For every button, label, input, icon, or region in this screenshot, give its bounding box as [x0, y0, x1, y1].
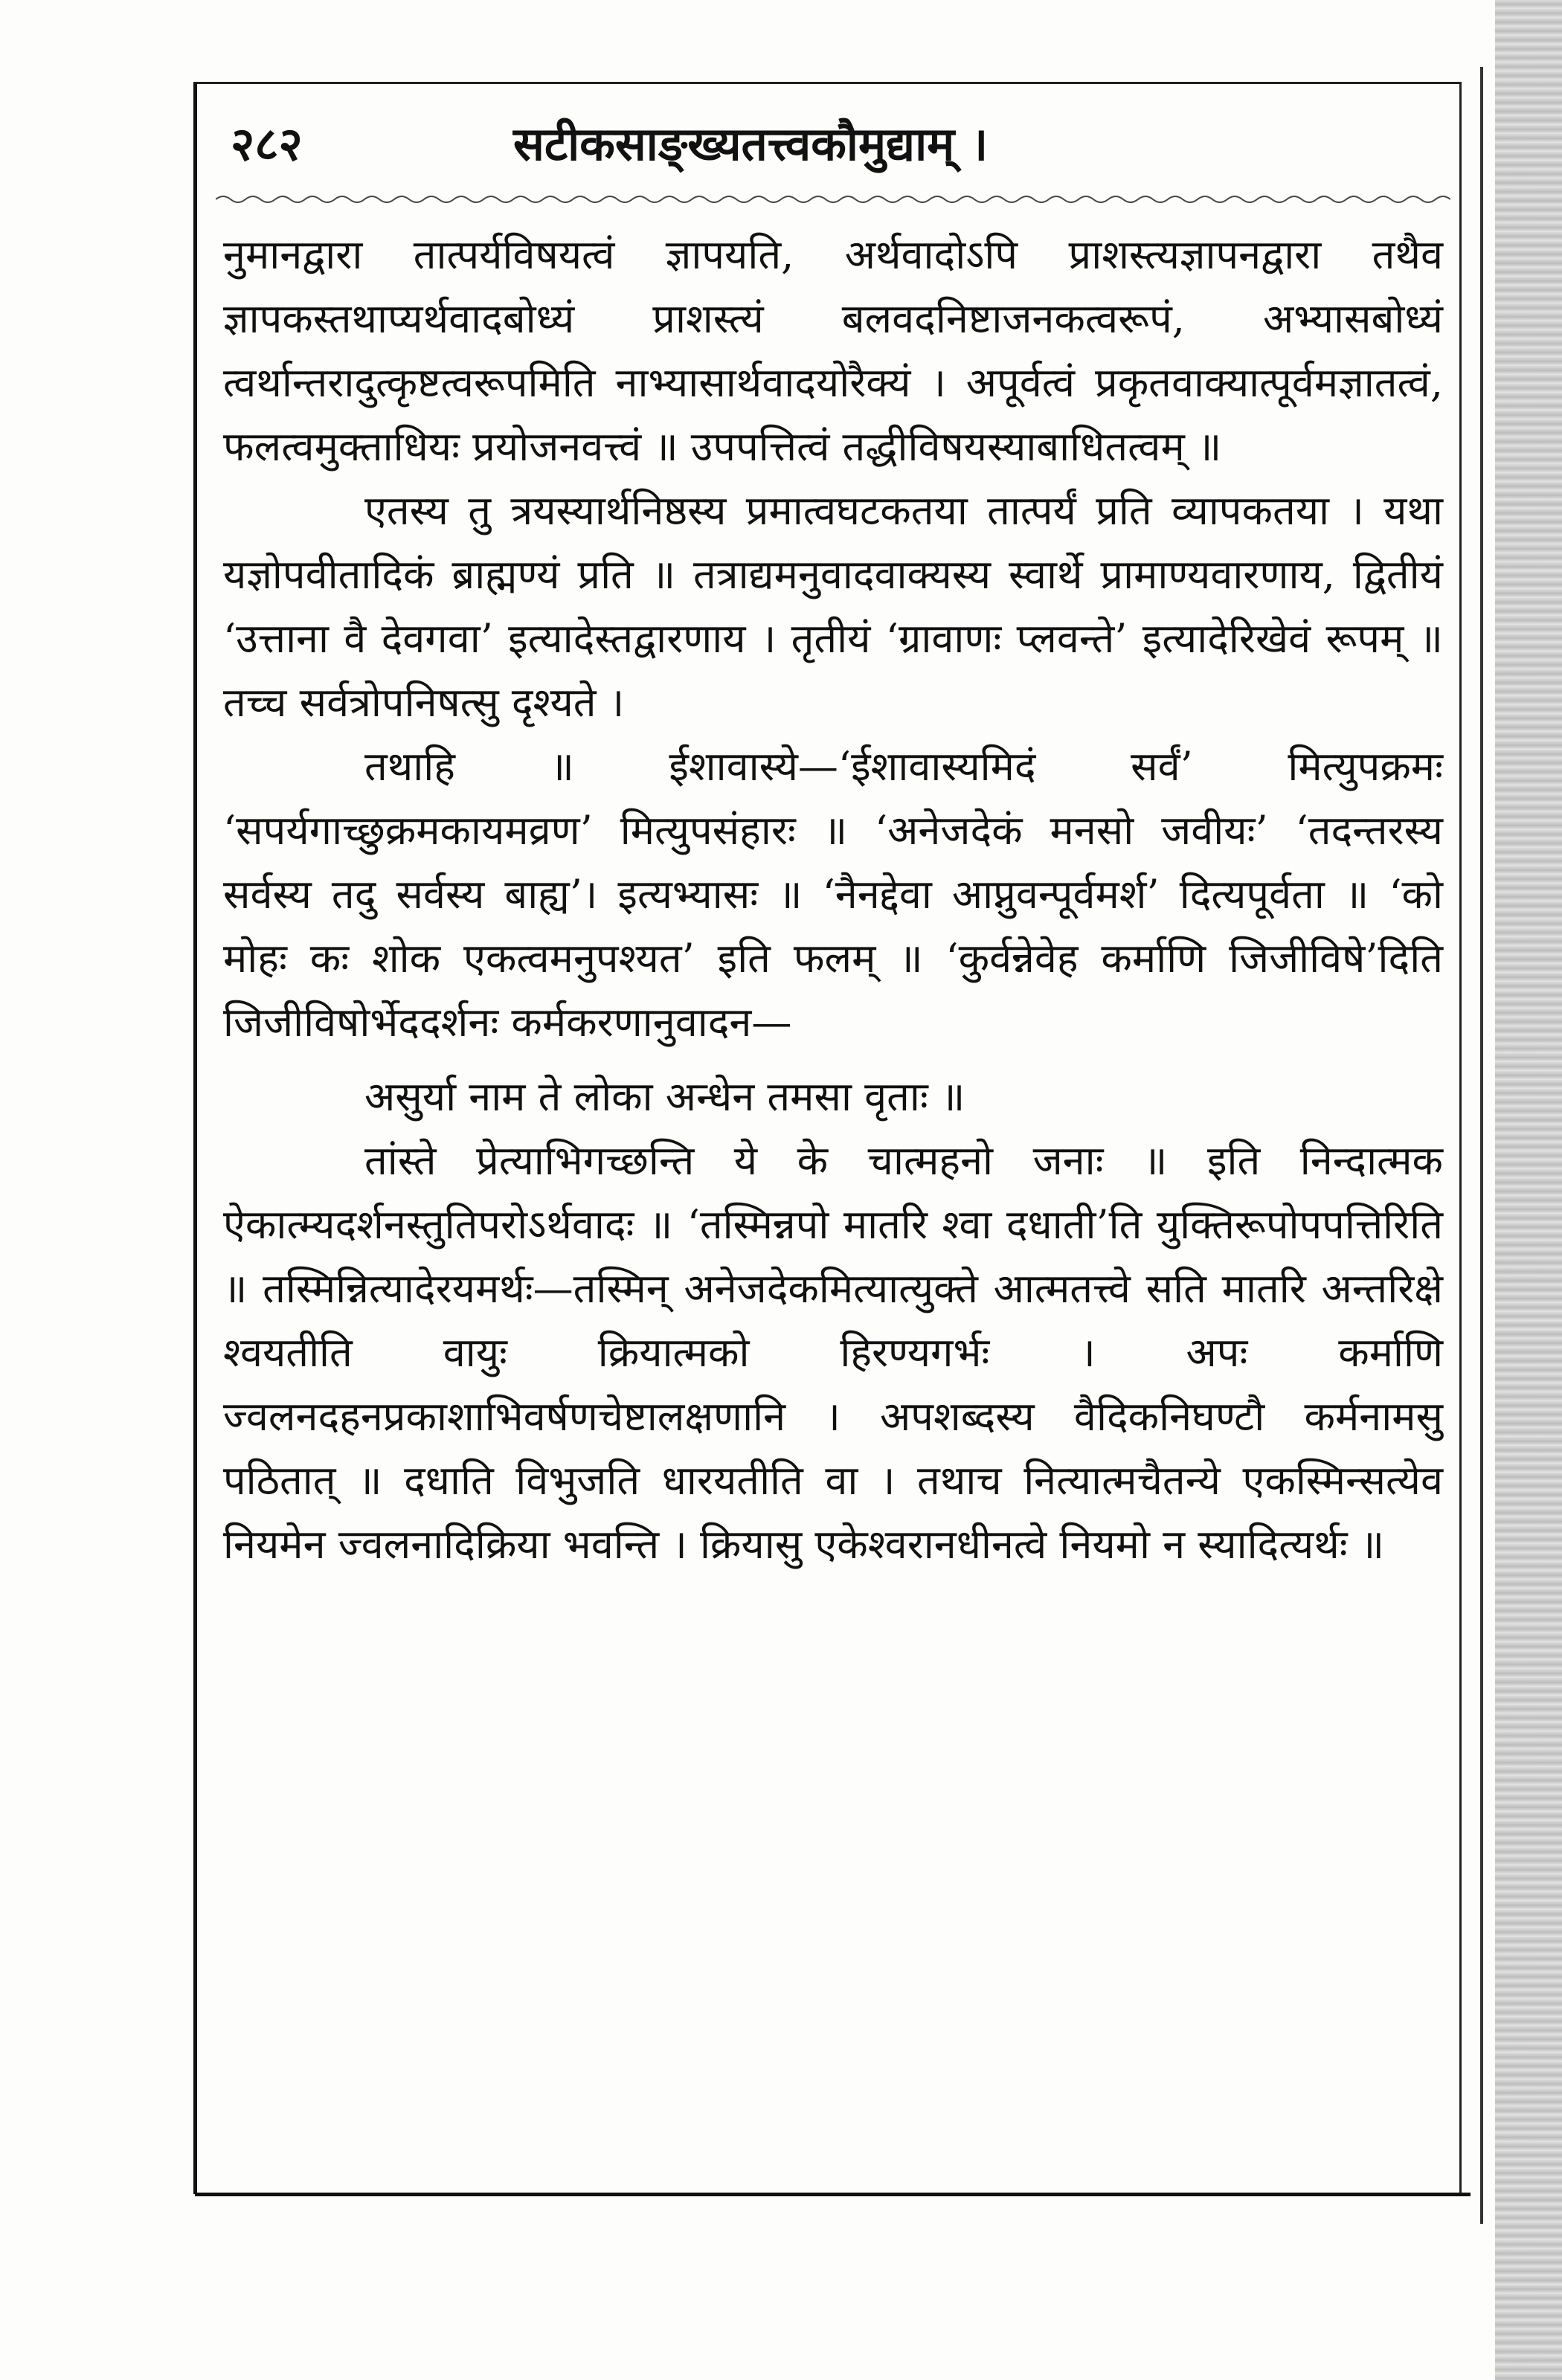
page-header: [216, 112, 1436, 178]
running-title: सटीकसाङ्ख्यतत्त्वकौमुद्याम् ।: [513, 117, 989, 171]
header-wavy-rule: [216, 192, 1450, 207]
bottom-rule: [195, 2193, 1471, 2196]
paragraph-tathahi: तथाहि ॥ ईशावास्ये—‘ईशावास्यमिदं सर्वं’ मित्युपक्रमः ‘सपर्यगाच्छुक्रमकायमव्रण’ मित्युपसंहारः ॥ ‘अनेजदेकं मनसो जवीयः’ ‘तदन्तरस्य सर्वस्य तदु सर्वस्य बाह्य’। इत्यभ्यासः ॥ ‘नैनद्देवा आप्नुवन्पूर्वमर्श’ दित्यपूर्वता ॥ ‘को मोहः कः शोक एकत्वमनुपश्यत’ इति फलम् ॥ ‘कुर्वन्नेवेह कर्माणि जिजीविषे’दिति जिजीविषोर्भेददर्शनः कर्मकरणानुवादन—: [223, 743, 1443, 1046]
paragraph-tanste: तांस्ते प्रेत्याभिगच्छन्ति ये के चात्महनो जनाः ॥ इति निन्दात्मक ऐकात्म्यदर्शनस्तुतिपरोऽर्थवादः ॥ ‘तस्मिन्नपो मातरि श्वा दधाती’ति युक्तिरूपोपपत्तिरिति ॥ तस्मिन्नित्यादेरयमर्थः—तस्मिन् अनेजदेकमित्यात्युक्ते आत्मतत्त्वे सति मातरि अन्तरिक्षे श्वयतीति वायुः क्रियात्मको हिरण्यगर्भः । अपः कर्माणि ज्वलनदहनप्रकाशाभिवर्षणचेष्टालक्षणानि । अपशब्दस्य वैदिकनिघण्टौ कर्मनामसु पठितात् ॥ दधाति विभुजति धारयतीति वा । तथाच नित्यात्मचैतन्ये एकस्मिन्सत्येव नियमेन ज्वलनादिक्रिया भवन्ति । क्रियासु एकेश्वरानधीनत्वे नियमो न स्यादित्यर्थः ॥: [223, 1137, 1443, 1568]
page-edge-line: [1480, 67, 1483, 2224]
body-text: [223, 223, 1443, 1577]
book-binding-edge: [1495, 0, 1562, 2380]
verse-line: असुर्या नाम ते लोका अन्धेन तमसा वृताः ॥: [364, 1073, 965, 1120]
page-number: २८२: [231, 117, 303, 171]
paragraph-continuation: नुमानद्वारा तात्पर्यविषयत्वं ज्ञापयति, अर्थवादोऽपि प्राशस्त्यज्ञापनद्वारा तथैव ज्ञापकस्तथाप्यर्थवादबोध्यं प्राशस्त्यं बलवदनिष्टाजनकत्वरूपं, अभ्यासबोध्यं त्वर्थान्तरादुत्कृष्टत्वरूपमिति नाभ्यासार्थवादयोरैक्यं । अपूर्वत्वं प्रकृतवाक्यात्पूर्वमज्ञातत्वं, फलत्वमुक्ताधियः प्रयोजनवत्त्वं ॥ उपपत्तित्वं तद्धीविषयस्याबाधितत्वम् ॥: [223, 231, 1443, 470]
paragraph-etasya: एतस्य तु त्रयस्यार्थनिष्ठस्य प्रमात्वघटकतया तात्पर्यं प्रति व्यापकतया । यथा यज्ञोपवीतादिकं ब्राह्मण्यं प्रति ॥ तत्राद्यमनुवादवाक्यस्य स्वार्थे प्रामाण्यवारणाय, द्वितीयं ‘उत्ताना वै देवगवा’ इत्यादेस्तद्वारणाय । तृतीयं ‘ग्रावाणः प्लवन्ते’ इत्यादेरिखेवं रूपम् ॥ तच्च सर्वत्रोपनिषत्सु दृश्यते ।: [223, 487, 1443, 726]
